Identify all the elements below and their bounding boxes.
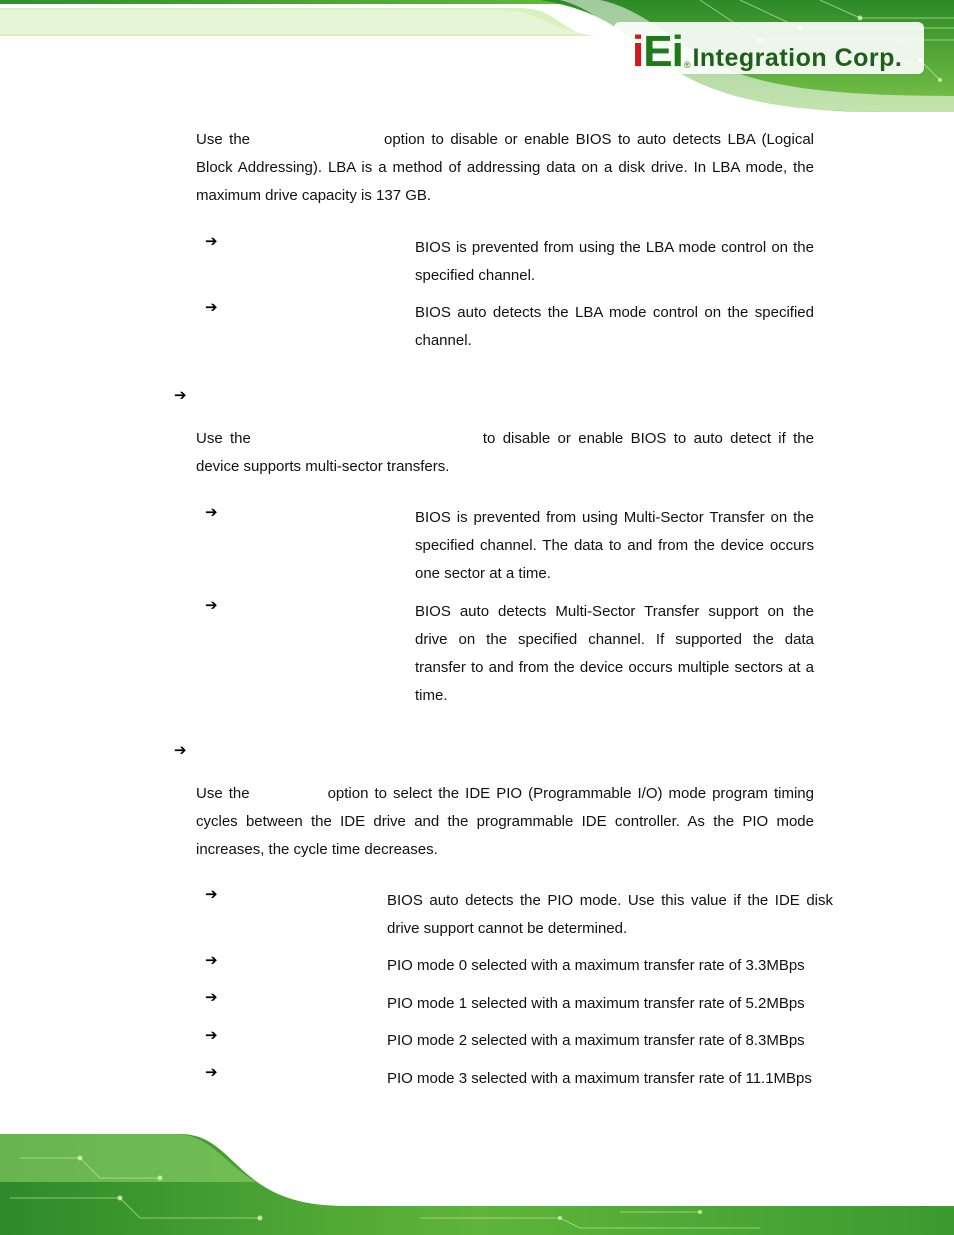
pio-option-2-description: PIO mode 2 selected with a maximum transfer rate of 8.3MBps [387, 1032, 805, 1049]
pio-option-0-description: PIO mode 0 selected with a maximum transfer rate of 3.3MBps [387, 957, 805, 974]
pio-intro-paragraph [196, 780, 814, 864]
block-option-2-description: BIOS auto detects Multi-Sector Transfer support on the drive on the specified channel. If supported the data transfer to and from the device occurs multiple sectors at a time. [415, 603, 814, 704]
pio-intro-prefix: Use the [196, 785, 250, 802]
block-intro-paragraph [196, 425, 814, 481]
block-intro-text: to disable or enable BIOS to auto detect if the device supports multi-sector transfers. [196, 430, 814, 475]
arrow-icon: ➔ [205, 952, 218, 969]
block-option-1-description: BIOS is prevented from using Multi-Sector Transfer on the specified channel. The data to and from the device occurs one sector at a time. [415, 509, 814, 582]
logo-text: Integration Corp. [692, 44, 903, 72]
arrow-icon: ➔ [205, 1064, 218, 1081]
registered-mark-icon: ® [683, 60, 691, 70]
arrow-icon: ➔ [205, 299, 218, 316]
arrow-icon: ➔ [205, 886, 218, 903]
lba-intro-prefix: Use the [196, 131, 250, 148]
arrow-icon: ➔ [205, 597, 218, 614]
section-arrow-icon: ➔ [174, 742, 187, 759]
arrow-icon: ➔ [205, 1027, 218, 1044]
arrow-icon: ➔ [205, 504, 218, 521]
pio-option-3-description: PIO mode 3 selected with a maximum transfer rate of 11.1MBps [387, 1070, 812, 1087]
block-intro-prefix: Use the [196, 430, 251, 447]
company-logo [632, 27, 903, 76]
pio-option-1-description: PIO mode 1 selected with a maximum transfer rate of 5.2MBps [387, 995, 805, 1012]
lba-option-1-description: BIOS is prevented from using the LBA mode control on the specified channel. [415, 239, 814, 284]
footer-circuit-banner [0, 1128, 954, 1235]
section-arrow-icon: ➔ [174, 387, 187, 404]
lba-intro-text: option to disable or enable BIOS to auto detects LBA (Logical Block Addressing). LBA is a method of addressing data on a disk drive. In LBA mode, the maximum drive capacity is 137 GB. [196, 131, 814, 204]
pio-option-auto-description: BIOS auto detects the PIO mode. Use this value if the IDE disk drive support cannot be determined. [387, 892, 833, 937]
arrow-icon: ➔ [205, 989, 218, 1006]
arrow-icon: ➔ [205, 233, 218, 250]
lba-intro-paragraph [196, 126, 814, 210]
logo-mark: iEi [632, 27, 683, 76]
pio-intro-text: option to select the IDE PIO (Programmable I/O) mode program timing cycles between the IDE drive and the programmable IDE controller. As the PIO mode increases, the cycle time decreases. [196, 785, 814, 858]
lba-option-2-description: BIOS auto detects the LBA mode control on the specified channel. [415, 304, 814, 349]
